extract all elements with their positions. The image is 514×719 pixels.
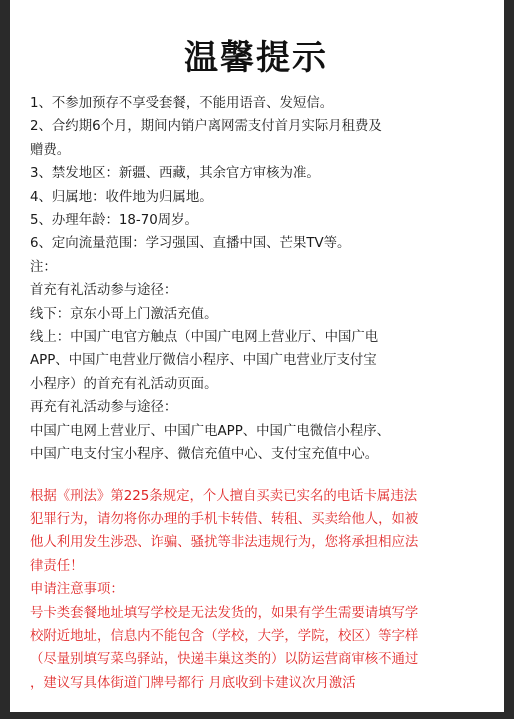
note-line: 小程序）的首充有礼活动页面。	[30, 376, 218, 392]
note-line: 中国广电支付宝小程序、微信充值中心、支付宝充值中心。	[30, 447, 379, 463]
note-line: 线下：京东小哥上门激活充值。	[30, 306, 218, 322]
warning-line: （尽量别填写菜鸟驿站，快递丰巢这类的）以防运营商审核不通过	[30, 652, 419, 668]
note-line: 3、禁发地区：新疆、西藏，其余官方审核为准。	[30, 166, 320, 182]
warning-line: 校附近地址，信息内不能包含（学校，大学，学院，校区）等字样	[30, 628, 419, 644]
note-line: 再充有礼活动参与途径：	[30, 400, 178, 416]
note-line: APP、中国广电营业厅微信小程序、中国广电营业厅支付宝	[30, 353, 377, 369]
warning-line: 根据《刑法》第225条规定，个人擅自买卖已实名的电话卡属违法	[30, 488, 418, 504]
warning-section	[30, 485, 482, 696]
note-line: 5、办理年龄：18-70周岁。	[30, 213, 198, 229]
note-line: 赠费。	[30, 142, 71, 158]
notes-section	[30, 92, 482, 467]
warning-line: 犯罪行为，请勿将你办理的手机卡转借、转租、买卖给他人，如被	[30, 511, 419, 527]
note-line: 2、合约期6个月，期间内销户离网需支付首月实际月租费及	[30, 119, 382, 135]
page-title: 温馨提示	[184, 38, 328, 78]
note-line: 首充有礼活动参与途径：	[30, 283, 178, 299]
note-line: 中国广电网上营业厅、中国广电APP、中国广电微信小程序、	[30, 423, 391, 439]
warning-line: 号卡类套餐地址填写学校是无法发货的，如果有学生需要请填写学	[30, 605, 419, 621]
note-line: 4、归属地：收件地为归属地。	[30, 189, 213, 205]
notice-card	[10, 0, 504, 712]
warning-line: 申请注意事项：	[30, 582, 124, 598]
warning-line: ，建议写具体街道门牌号都行 月底收到卡建议次月激活	[30, 675, 356, 691]
note-line: 线上：中国广电官方触点（中国广电网上营业厅、中国广电	[30, 330, 379, 346]
warning-line: 他人利用发生涉恐、诈骗、骚扰等非法违规行为，您将承担相应法	[30, 535, 419, 551]
note-line: 1、不参加预存不享受套餐，不能用语音、发短信。	[30, 96, 334, 111]
note-line: 6、定向流量范围：学习强国、直播中国、芒果TV等。	[30, 236, 351, 252]
note-line: 注：	[30, 259, 57, 275]
warning-line: 律责任！	[30, 558, 84, 574]
